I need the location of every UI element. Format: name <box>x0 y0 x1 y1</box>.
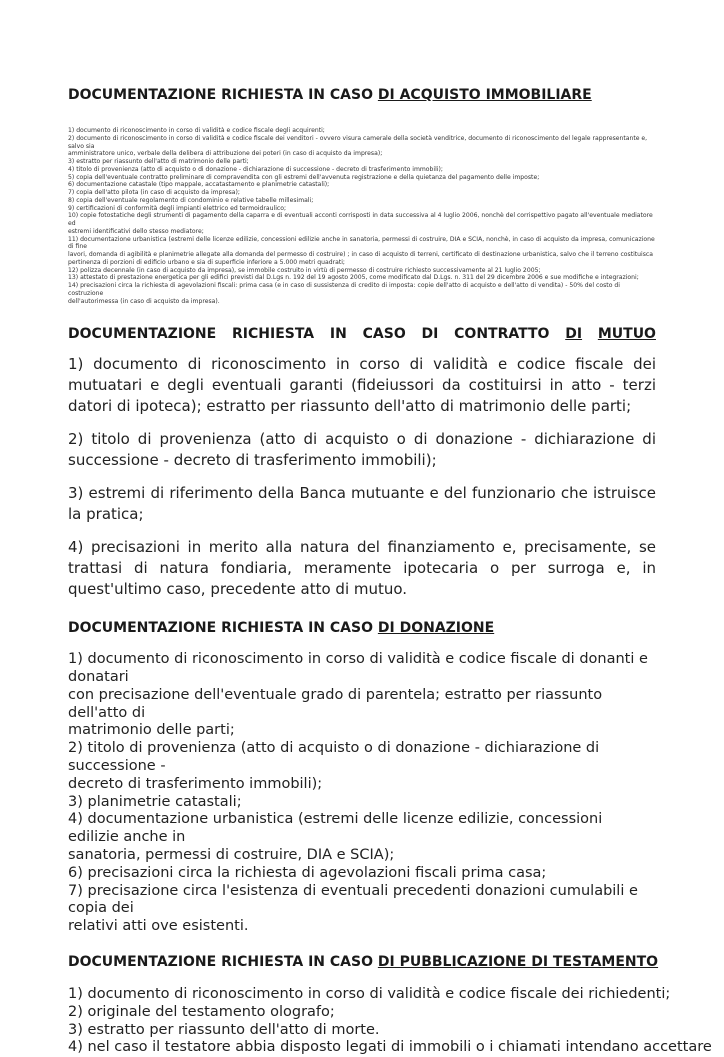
heading-testamento <box>68 954 659 970</box>
list-acquisto <box>68 127 656 305</box>
heading-contratto-mutuo <box>68 326 656 342</box>
list-item: 4) nel caso il testatore abbia disposto legati di immobili o i chiamati intendano accettare <box>68 1039 712 1056</box>
list-item: 3) planimetrie catastali; <box>68 793 242 810</box>
list-item: matrimonio delle parti; <box>68 722 235 739</box>
list-item: 14) precisazioni circa la richiesta di agevolazioni fiscali: prima casa (e in caso di sussistenza di credito di imposta: copie dell'atto di acquisto e dell'atto di vendita) - 50% del costo di costruzione <box>68 282 620 297</box>
list-item: 2) documento di riconoscimento in corso di validità e codice fiscale dei venditori - ovvero visura camerale della società venditrice, documento di riconoscimento del legale rappresentante e, salvo sia <box>68 134 648 150</box>
list-item: 4) documentazione urbanistica (estremi delle licenze edilizie, concessioni edilizie anche in <box>68 811 603 846</box>
list-item: relativi atti ove esistenti. <box>68 918 249 935</box>
list-item: 2) originale del testamento olografo; <box>68 1003 335 1020</box>
heading-word: CONTRATTO <box>454 326 550 343</box>
heading-word: DOCUMENTAZIONE <box>68 326 217 343</box>
heading-word: CASO <box>362 326 406 343</box>
heading-underlined: DI DONAZIONE <box>377 620 495 637</box>
list-item: 10) copie fotostatiche degli strumenti di pagamento della caparra e di eventuali acconti corrisposti in data successiva al 4 luglio 2006, nonchè del corrispettivo pagato all'eventuale mediatore ed <box>68 212 653 227</box>
heading-acquisto-immobiliare <box>68 0 656 103</box>
heading-prefix: DOCUMENTAZIONE RICHIESTA IN CASO <box>68 954 378 970</box>
heading-underlined-word: DI <box>565 326 583 343</box>
list-item: 2) titolo di provenienza (atto di acquisto o di donazione - dichiarazione di successione - decreto di trasferimento immobili); <box>68 430 656 470</box>
heading-underlined-word: MUTUO <box>597 326 656 343</box>
list-item: 1) documento di riconoscimento in corso di validità e codice fiscale degli acquirenti; <box>68 127 325 134</box>
heading-prefix: DOCUMENTAZIONE RICHIESTA IN CASO <box>68 620 378 637</box>
list-item: 7) precisazione circa l'esistenza di eventuali precedenti donazioni cumulabili e copia dei <box>68 882 638 917</box>
heading-word: IN <box>329 326 347 343</box>
heading-word: RICHIESTA <box>232 326 315 343</box>
list-item: 8) copia dell'eventuale regolamento di condominio e relative tabelle millesimali; <box>68 196 314 204</box>
heading-underlined: DI ACQUISTO IMMOBILIARE <box>377 87 592 103</box>
list-item: con precisazione dell'eventuale grado di parentela; estratto per riassunto dell'atto di <box>68 686 603 721</box>
list-item: amministratore unico, verbale della delibera di attribuzione dei poteri (in caso di acquisto da impresa); <box>68 150 383 158</box>
list-item: 6) precisazioni circa la richiesta di agevolazioni fiscali prima casa; <box>68 864 547 881</box>
list-item: 1) documento di riconoscimento in corso di validità e codice fiscale dei mutuatari e degli eventuali garanti (fideiussori da costituirsi in atto - terzi datori di ipoteca); estratto per riassunto dell'atto di matrimonio delle parti; <box>68 355 656 416</box>
list-item: 3) estratto per riassunto dell'atto di morte. <box>68 1021 380 1038</box>
list-item: 11) documentazione urbanistica (estremi delle licenze edilizie, concessioni edilizie anche in sanatoria, permessi di costruire, DIA e SCIA, nonchè, in caso di acquisto da impresa, comunicazione di fine <box>68 235 655 251</box>
list-mutuo <box>68 354 656 600</box>
heading-donazione <box>68 620 656 636</box>
list-item: estremi identificativi dello stesso mediatore; <box>68 227 204 235</box>
list-item: 1) documento di riconoscimento in corso di validità e codice fiscale dei richiedenti; <box>68 986 671 1002</box>
list-item: 7) copia dell'atto pilota (in caso di acquisto da impresa); <box>68 189 240 196</box>
list-item: sanatoria, permessi di costruire, DIA e SCIA); <box>68 847 395 864</box>
list-item: 4) precisazioni in merito alla natura del finanziamento e, precisamente, se trattasi di natura fondiaria, meramente ipotecaria o per surroga e, in quest'ultimo caso, precedente atto di mutuo. <box>68 538 656 599</box>
heading-word: DI <box>421 326 439 343</box>
list-item: 4) titolo di provenienza (atto di acquisto o di donazione - dichiarazione di successione - decreto di trasferimento immobili); <box>68 165 443 173</box>
list-item: 3) estremi di riferimento della Banca mutuante e del funzionario che istruisce la pratica; <box>68 484 656 524</box>
list-item: 1) documento di riconoscimento in corso di validità e codice fiscale di donanti e donatari <box>68 651 648 686</box>
list-item: 6) documentazione catastale (tipo mappale, accatastamento e planimetrie catastali); <box>68 181 330 189</box>
list-item: decreto di trasferimento immobili); <box>68 775 323 792</box>
list-item: dell'autorimessa (in caso di acquisto da impresa). <box>68 297 220 305</box>
list-item: lavori, domanda di agibilità e planimetrie allegate alla domanda del permesso di costruire) ; in caso di acquisto di terreni, certificato di destinazione urbanistica, salvo che il terreno costituisca <box>68 251 653 258</box>
list-donazione <box>68 651 656 936</box>
list-item: 13) attestato di prestazione energetica per gli edifici previsti dal D.Lgs n. 192 del 19 agosto 2005, come modificato dal D.Lgs. n. 311 del 29 dicembre 2006 e sue modifiche e integrazioni; <box>68 274 639 282</box>
list-item: 9) certificazioni di conformità degli impianti elettrico ed termoidraulico; <box>68 204 287 212</box>
list-item: 12) polizza decennale (in caso di acquisto da impresa), se immobile costruito in virtù di permesso di costruire richiesto successivamente al 21 luglio 2005; <box>68 266 541 274</box>
heading-underlined: DI PUBBLICAZIONE DI TESTAMENTO <box>377 954 659 970</box>
list-testamento <box>68 986 712 1057</box>
list-item: pertinenza di porzioni di edificio urbano e sia di superficie inferiore a 5.000 metri quadrati; <box>68 258 345 266</box>
list-item: 3) estratto per riassunto dell'atto di matrimonio delle parti; <box>68 158 249 165</box>
heading-prefix: DOCUMENTAZIONE RICHIESTA IN CASO <box>68 87 378 103</box>
list-item: 2) titolo di provenienza (atto di acquisto o di donazione - dichiarazione di successione - <box>68 740 600 775</box>
list-item: 5) copia dell'eventuale contratto preliminare di compravendita con gli estremi dell'avvenuta registrazione e della quietanza del pagamento delle imposte; <box>68 173 540 181</box>
